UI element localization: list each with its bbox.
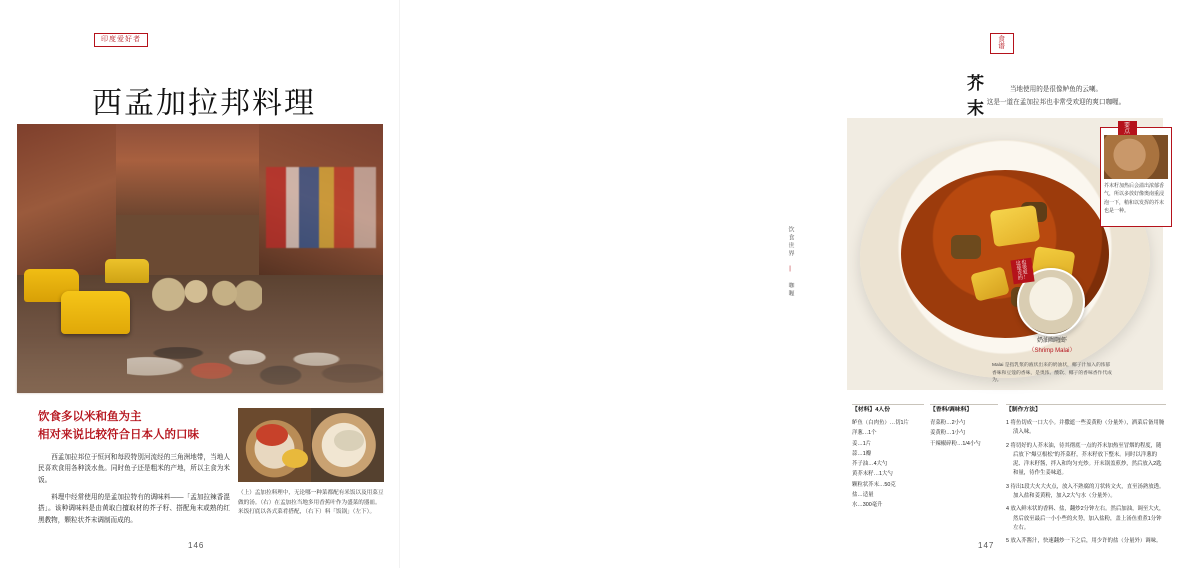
list-item: 洋葱…1个: [852, 430, 877, 437]
spices-column: [930, 406, 998, 450]
list-item: 颗粒状芥末…50克: [852, 481, 896, 488]
list-item: 黄芥末籽…1大勺: [852, 471, 893, 478]
side-tab-topic: 咖喱: [787, 282, 793, 298]
sub-photo-dish-b: [282, 449, 308, 468]
lead-headline: [38, 409, 228, 445]
sub-photo-thali: [238, 408, 384, 482]
list-item: 鲈鱼（白肉鱼）…切1片: [852, 419, 909, 426]
side-tab-section: 饮食世界: [787, 226, 793, 258]
malai-banner: 这也是很克爱的！: [1010, 258, 1034, 285]
left-page: [0, 0, 400, 568]
malai-name-en: （Shrimp Malai）: [1028, 347, 1076, 354]
photo-buildings-left: [17, 124, 116, 291]
photo-shop-signs: [266, 167, 376, 248]
category-tag-right: 食谱: [990, 33, 1014, 54]
spices-heading: 【香料/调味料】: [930, 407, 973, 413]
page-number-right: 147: [978, 541, 995, 550]
list-item: 芥子油…4大勺: [852, 461, 888, 468]
point-photo-mustard: [1104, 135, 1168, 179]
lead-headline-line-2: 相对来说比较符合日本人的口味: [38, 428, 199, 441]
recipe-subtitle-line-2: 这是一道在孟加拉邦也非常受欢迎的爽口咖喱。: [986, 98, 1126, 106]
steps-column: [1006, 406, 1166, 551]
steps-heading: 【制作方法】: [1006, 407, 1041, 413]
list-item: 干辣椒碎粉…1/4小勺: [930, 440, 981, 447]
list-item: 2 将切好的人芥末油，待其彻底一点的芥末加热至冒烟的程度，随后放下"爆豆根松"的芥菜籽，芥末籽放下整末。同时以洋葱的泥、洋末籽酱，拌入和均匀充炒。开末锅盖煎炒，然后放入2匙和量，待作生姜味道。: [1006, 442, 1162, 477]
malai-note: Malai 是指乳浆的液状出来的奶油状，椰子汁加入的浓郁香味和豆蔻的香味，是奥浓、酸软、椰子的香味香作代成为。: [992, 363, 1112, 384]
sub-photo-dish-c: [334, 430, 363, 451]
body-paragraph-1: 西孟加拉邦位于恒河和每段特别河流经的三角洲地带，当地人民喜欢食用各种淡水鱼。同时鱼子还是粗米的产地，所以主食为米饭。: [38, 454, 230, 484]
recipe-subtitle: [921, 84, 1191, 109]
list-item: 3 待出1段大火大火点，放入不熟腐的刀状转文火，直至汤熟放透。加入盐和姜黄粉，加入2大勺水（分量外）。: [1006, 483, 1165, 500]
divider-steps: [1006, 404, 1166, 405]
list-item: 水…300毫升: [852, 502, 883, 509]
photo-motion-blur: [17, 334, 383, 393]
lead-headline-line-1: 饮食多以米和鱼为主: [38, 411, 142, 423]
side-tab-separator: |: [787, 266, 793, 274]
spices-list: [930, 419, 998, 449]
divider-spices: [930, 404, 998, 405]
list-item: 姜黄粉…1小勺: [930, 430, 966, 437]
ingredients-column: [852, 406, 924, 512]
body-paragraph-2: 料理中经常使用的是孟加拉特有的调味料——「孟加拉辣香混搭」。该种调味料是由黄取白擅取材的芥子籽、搭配角末或熟的红黑教物，颗粒状芥末调制而成的。: [38, 493, 230, 524]
photo-taxi-3: [105, 259, 149, 283]
photo-caption: （上）孟加拉料理中，无论哪一种菜都配有米饭以及用菜豆做的汤。（右）在孟加拉当地多用香蕉叶作为盛菜的器皿。米饭打底以各式菜肴搭配，（右下）料「饭锅」（左下）。: [238, 490, 384, 515]
list-item: 姜…1片: [852, 440, 872, 447]
category-tag-left: 印度爱好者: [94, 33, 148, 47]
point-label: 要点: [1118, 121, 1137, 138]
list-item: 1 将鱼切成一口大小。并撒遮一些姜黄粉（分量外），洒菜后备用腌渍入味。: [1006, 419, 1165, 436]
list-item: 盐…适量: [852, 492, 874, 499]
list-item: 5 放入芥酱汁，快速翻炒一下之后，用少许的盐（分量外）调味。: [1006, 538, 1162, 545]
divider-ingredients: [852, 404, 924, 405]
recipe-subtitle-line-1: 当地使用的是很像鲈鱼的云喇。: [1009, 86, 1103, 93]
body-text: [38, 452, 230, 532]
dish-fish-piece-1: [990, 205, 1041, 247]
malai-caption: [996, 337, 1108, 357]
photo-taxi-1: [61, 291, 131, 334]
list-item: 蒜…1瓣: [852, 450, 872, 457]
list-item: 青菜粉…2小勺: [930, 419, 966, 426]
ingredients-list: [852, 419, 924, 511]
hero-photo-street-scene: [17, 124, 383, 393]
ingredients-heading: 【材料】4人份: [852, 407, 891, 413]
point-text: 芥末籽加热后会溢出浓郁香气，所以多放好像奥南重浸泡一下，稍和以发挥的芥末也是一种。: [1104, 183, 1165, 214]
list-item: 4 放入鲜末状的香料、盐，翻炒2分钟左右。然后加油，调至大火，然后放至最后一小小些的火势，加入盐粉，盖上汤鱼重煮1分钟左右。: [1006, 506, 1165, 531]
right-page: [400, 0, 1165, 568]
dish-vegetable-1: [951, 235, 981, 259]
recipe-title: 芥末: [967, 74, 985, 119]
steps-list: [1006, 419, 1166, 547]
malai-name-cn: 奶油咖喱虾: [1036, 338, 1067, 344]
page-title: 西孟加拉邦料理: [92, 87, 316, 121]
side-running-tab: [782, 226, 794, 298]
sub-photo-dish-a: [256, 424, 288, 446]
page-number-left: 146: [188, 541, 205, 550]
